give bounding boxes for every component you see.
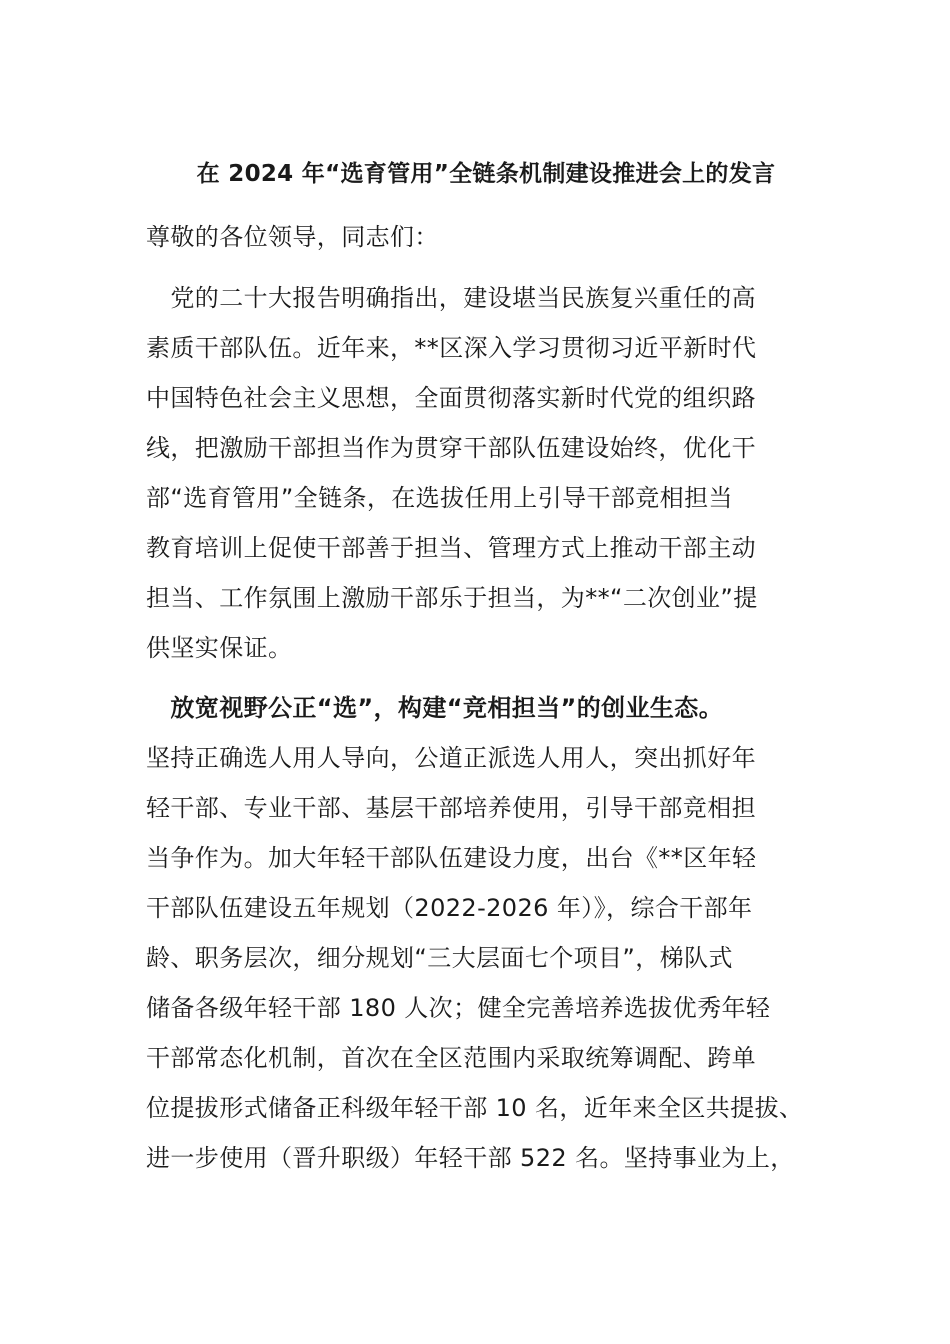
paragraph-line: 素质干部队伍。近年来，**区深入学习贯彻习近平新时代 (146, 334, 757, 362)
paragraph-line: 位提拔形式储备正科级年轻干部 10 名，近年来全区共提拔、 (146, 1094, 804, 1122)
paragraph-line: 线，把激励干部担当作为贯穿干部队伍建设始终，优化干 (146, 434, 756, 462)
document-title: 在 2024 年“选育管用”全链条机制建设推进会上的发言 (196, 161, 776, 187)
paragraph-line: 党的二十大报告明确指出，建设堪当民族复兴重任的高 (146, 284, 756, 312)
paragraph-line: 部“选育管用”全链条，在选拔任用上引导干部竞相担当 (146, 484, 733, 512)
paragraph-line: 干部常态化机制，首次在全区范围内采取统筹调配、跨单 (146, 1044, 756, 1072)
paragraph-line: 当争作为。加大年轻干部队伍建设力度，出台《**区年轻 (146, 844, 757, 872)
paragraph-line: 储备各级年轻干部 180 人次；健全完善培养选拔优秀年轻 (146, 994, 771, 1022)
salutation: 尊敬的各位领导，同志们： (146, 223, 439, 251)
paragraph-line: 进一步使用（晋升职级）年轻干部 522 名。坚持事业为上， (146, 1144, 795, 1172)
section-heading: 放宽视野公正“选”，构建“竞相担当”的创业生态。 (146, 694, 724, 722)
paragraph-line: 教育培训上促使干部善于担当、管理方式上推动干部主动 (146, 534, 756, 562)
paragraph-line: 轻干部、专业干部、基层干部培养使用，引导干部竞相担 (146, 794, 756, 822)
paragraph-line: 干部队伍建设五年规划（2022-2026 年）》，综合干部年 (146, 894, 753, 922)
paragraph-line: 坚持正确选人用人导向，公道正派选人用人，突出抓好年 (146, 744, 756, 772)
paragraph-line: 中国特色社会主义思想，全面贯彻落实新时代党的组织路 (146, 384, 756, 412)
paragraph-line: 担当、工作氛围上激励干部乐于担当，为**“二次创业”提 (146, 584, 758, 612)
paragraph-line: 龄、职务层次，细分规划“三大层面七个项目”，梯队式 (146, 944, 733, 972)
paragraph-line: 供坚实保证。 (146, 634, 293, 662)
